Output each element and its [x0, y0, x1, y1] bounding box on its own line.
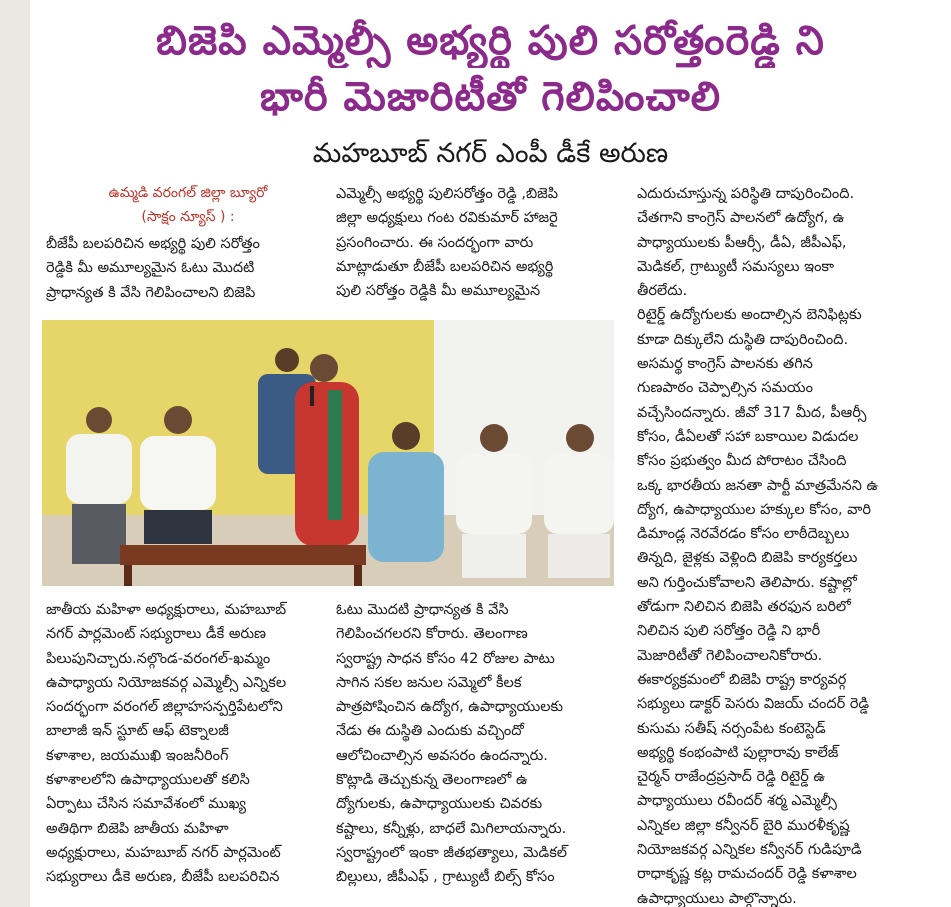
column-b-top — [336, 182, 626, 303]
text-line: మెడికల్, గ్రాట్యుటీ సమస్యలు ఇంకా — [637, 258, 834, 275]
text-line: జాతీయ మహిళా అధ్యక్షురాలు, మహబూబ్ — [46, 602, 287, 618]
text-line: పాత్రపోషించిన ఉద్యోగ, ఉపాధ్యాయులకు — [336, 699, 564, 716]
headline-line-2: భారీ మెజారిటీతో గెలిపించాలి — [259, 74, 722, 120]
text-line: చైర్మన్ రాజేంద్రప్రసాద్ రెడ్డి రిటైర్డ్ ఉ — [637, 769, 826, 786]
text-line: సభ్యులు డాక్టర్ పెసరు విజయ్ చందర్ రెడ్డి — [637, 696, 870, 713]
text-line: ప్రసంగించారు. ఈ సందర్భంగా వారు — [336, 234, 534, 251]
left-margin-strip — [0, 0, 30, 907]
text-line: ద్యోగులకు, ఉపాధ్యాయులకు చివరకు — [336, 796, 543, 813]
text-line: ఒక్క భారతీయ జనతా పార్టీ మాత్రమేనని ఉ — [637, 477, 879, 494]
text-line: పాధ్యాయులకు పీఆర్సీ, డీఏ, జీపీఎఫ్, — [637, 234, 847, 251]
text-line: కోసం ప్రభుత్వం మీద పోరాటం చేసింది — [637, 453, 847, 470]
text-line: ప్రాధాన్యత కి వేసి గెలిపించాలని బిజెపి — [46, 284, 256, 301]
text-line: ఆలోచించాల్సిన అవసరం ఉందన్నారు. — [336, 747, 548, 764]
text-line: కళాశాల, జయముఖి ఇంజనీరింగ్ — [46, 747, 229, 764]
text-line: సాగిన సకల జనుల సమ్మెలో కీలక — [336, 674, 522, 691]
text-line: మాట్లాడుతూ బీజేపీ బలపరిచిన అభ్యర్థి — [336, 258, 554, 275]
text-line: పిలుపునిచ్చారు.నల్గొండ-వరంగల్-ఖమ్మం — [46, 650, 271, 667]
text-line: తోడుగా నిలిచిన బిజెపి తరఫున బరిలో — [637, 599, 851, 616]
text-line: వచ్చేసిందన్నారు. జీవో 317 మీద, పీఆర్సీ — [637, 404, 867, 421]
text-line: ఓటు మొదటి ప్రాధాన్యత కి వేసి — [336, 602, 509, 618]
headline-line-1: బిజెపి ఎమ్మెల్సీ అభ్యర్థి పులి సరోత్తంరెడ్డి ని — [156, 18, 825, 64]
text-line: నిలిచిన పులి సరోత్తం రెడ్డి ని భారీ — [637, 623, 821, 640]
text-line: ఏర్పాటు చేసిన సమావేశంలో ముఖ్య — [46, 796, 247, 813]
text-line: రాధాకృష్ణ కట్ల రామచందర్ రెడ్డి కళాశాల — [637, 866, 857, 883]
text-line: ఎదురుచూస్తున్న పరిస్థితి దాపురించింది. — [637, 186, 855, 202]
column-a-top — [46, 232, 336, 305]
text-line: గుణపాఠం చెప్పాల్సిన సమయం — [637, 380, 813, 397]
text-line: ఉపాధ్యాయులు పాల్గొన్నారు. — [637, 890, 797, 907]
text-line: ఎమ్మెల్సీ అభ్యర్థి పులిసరోత్తం రెడ్డి ,బిజెపి — [336, 186, 559, 202]
column-b-bottom — [336, 598, 626, 890]
text-line: సందర్భంగా వరంగల్ జిల్లాహసన్పర్తిపేటలోని — [46, 699, 283, 716]
text-line: జిల్లా అధ్యక్షులు గంట రవికుమార్ హాజరై — [336, 210, 558, 227]
text-line: కూడా దిక్కులేని దుస్థితి దాపురించింది. — [637, 331, 849, 348]
text-line: అతిథిగా బిజెపి జాతీయ మహిళా — [46, 820, 229, 837]
column-c — [637, 182, 939, 907]
subheadline: మహబూబ్ నగర్ ఎంపీ డీకే అరుణ — [312, 138, 669, 169]
text-line: ఉపాధ్యాయ నియోజకవర్గ ఎమ్మెల్సీ ఎన్నికల — [46, 674, 287, 691]
text-line: నేడు ఈ దుస్థితి ఎందుకు వచ్చిందో — [336, 723, 524, 740]
text-line: రిటైర్డ్ ఉద్యోగులకు అందాల్సిన బెనిఫిట్లకు — [637, 307, 862, 324]
text-line: బీజేపీ బలపరిచిన అభ్యర్థి పులి సరోత్తం — [46, 236, 260, 252]
column-a-bottom — [46, 598, 336, 890]
text-line: స్వరాష్ట్ర సాధన కోసం 42 రోజుల పాటు — [336, 650, 555, 667]
text-line: బిల్లులు, జీపీఎఫ్ , గ్రాట్యుటీ బిల్స్ కోసం — [336, 869, 555, 886]
text-line: కళాశాలలోని ఉపాధ్యాయులతో కలిసి — [46, 772, 250, 789]
text-line: తిన్నది, జైళ్లకు వెళ్లింది బిజెపి కార్యకర్తలు — [637, 550, 858, 567]
text-line: నియోజకవర్గ ఎన్నికల కన్వీనర్ గుడిపూడి — [637, 842, 862, 859]
text-line: అసమర్థ కాంగ్రెస్ పాలనకు తగిన — [637, 356, 813, 373]
text-line: ద్యోగ, ఉపాధ్యాయుల హక్కుల కోసం, వారి — [637, 501, 871, 518]
text-line: నగర్ పార్లమెంట్ సభ్యురాలు డీకే అరుణ — [46, 626, 267, 643]
text-line: అభ్యర్థి కంభంపాటి పుల్లారావు కాలేజ్ — [637, 744, 839, 761]
text-line: కోసం, డీఏలతో సహా బకాయిల విడుదల — [637, 428, 859, 445]
text-line: కొట్లాడి తెచ్చుకున్న తెలంగాణలో ఉ — [336, 772, 528, 789]
event-photo — [42, 320, 614, 586]
text-line: బాలాజీ ఇన్ స్టూట్ ఆఫ్ టెక్నాలజీ — [46, 723, 229, 740]
text-line: ఈకార్యక్రమంలో బిజెపి రాష్ట్ర కార్యవర్గ — [637, 671, 847, 688]
text-line: సభ్యురాలు డీకె అరుణ, బీజేపీ బలపరిచిన — [46, 869, 280, 886]
text-line: అధ్యక్షురాలు, మహబూబ్ నగర్ పార్లమెంట్ — [46, 844, 281, 861]
text-line: కుసుమ సతీష్ నర్సంపేట కంటెస్టెడ్ — [637, 720, 826, 737]
text-line: పులి సరోత్తం రెడ్డికి మీ అమూల్యమైన — [336, 283, 541, 300]
text-line: చేతగాని కాంగ్రెస్ పాలనలో ఉద్యోగ, ఉ — [637, 210, 845, 227]
byline-source: (సాక్షం న్యూస్ ) : — [141, 209, 235, 225]
text-line: మెజారిటీతో గెలిపించాలనికోరారు. — [637, 647, 823, 664]
byline-bureau: ఉమ్మడి వరంగల్ జిల్లా బ్యూరో — [108, 185, 268, 201]
text-line: ఎన్నికల జిల్లా కన్వీనర్ బైరి మురళీకృష్ణ — [637, 817, 850, 834]
text-line: అని గుర్తించుకోవాలని తెలిపారు. కష్టాల్లో — [637, 574, 857, 591]
text-line: గెలిపించగలరని కోరారు. తెలంగాణ — [336, 626, 528, 643]
text-line: కష్టాలు, కన్నీళ్లు, బాధలే మిగిలాయన్నారు. — [336, 820, 567, 837]
text-line: రెడ్డికి మీ అమూల్యమైన ఓటు మొదటి — [46, 260, 255, 277]
text-line: స్వరాష్ట్రంలో ఇంకా జీతభత్యాలు, మెడికల్ — [336, 844, 568, 861]
text-line: తీరలేదు. — [637, 283, 688, 300]
text-line: పాధ్యాయులు రవీందర్ శర్మ ఎమ్మెల్సీ — [637, 793, 837, 810]
text-line: డిమాండ్ల నెరవేరడం కోసం లాఠీదెబ్బలు — [637, 526, 850, 543]
